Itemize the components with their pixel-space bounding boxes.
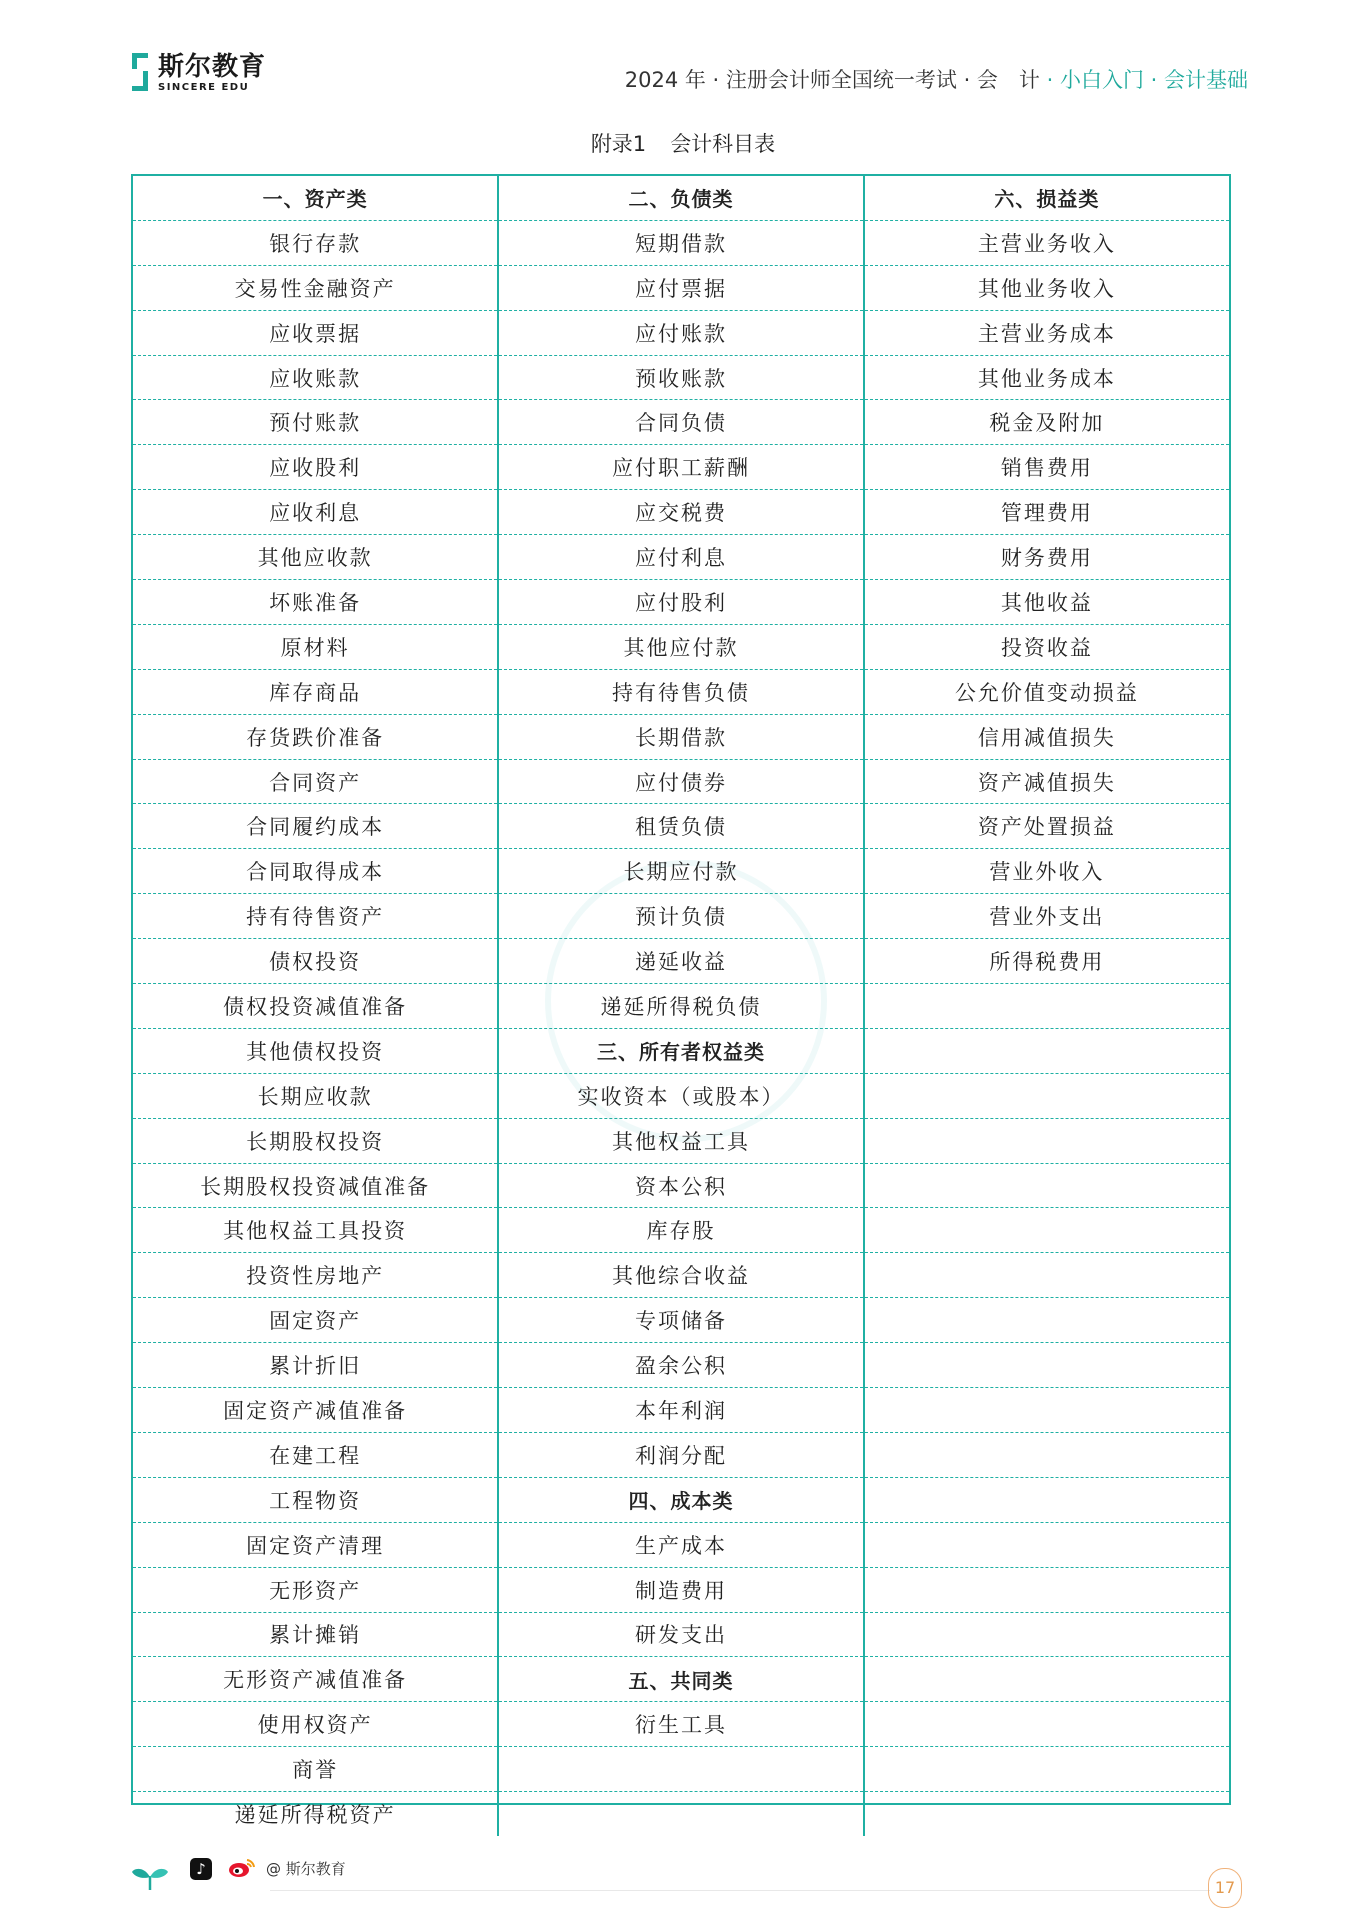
table-cell (864, 1298, 1229, 1343)
table-row (133, 176, 1229, 220)
appendix-label: 附录1 (590, 132, 647, 156)
exam-title-highlight: · 小白入门 · 会计基础 (1039, 68, 1248, 92)
table-cell: 原材料 (133, 624, 498, 669)
table-cell: 固定资产减值准备 (133, 1388, 498, 1433)
table-row (133, 490, 1229, 535)
table-cell (864, 1477, 1229, 1522)
table-cell: 三、所有者权益类 (498, 1028, 863, 1073)
table-cell: 递延收益 (498, 939, 863, 984)
table-cell: 公允价值变动损益 (864, 669, 1229, 714)
table-row (133, 849, 1229, 894)
table-row (133, 1792, 1229, 1836)
table-row (133, 624, 1229, 669)
table-cell: 其他权益工具投资 (133, 1208, 498, 1253)
table-cell: 预付账款 (133, 400, 498, 445)
table-cell: 应收股利 (133, 445, 498, 490)
table-cell: 其他应收款 (133, 535, 498, 580)
table-cell: 营业外支出 (864, 894, 1229, 939)
table-cell: 应付利息 (498, 535, 863, 580)
table-cell: 所得税费用 (864, 939, 1229, 984)
table-cell (864, 1567, 1229, 1612)
table-cell: 六、损益类 (864, 176, 1229, 220)
exam-title-main: 2024 年 · 注册会计师全国统一考试 · 会 计 (624, 68, 1040, 92)
table-cell: 在建工程 (133, 1432, 498, 1477)
table-cell: 生产成本 (498, 1522, 863, 1567)
table-cell: 其他债权投资 (133, 1028, 498, 1073)
table-cell (498, 1747, 863, 1792)
table-cell (864, 1163, 1229, 1208)
table-row (133, 984, 1229, 1029)
table-row (133, 1253, 1229, 1298)
table-cell: 其他权益工具 (498, 1118, 863, 1163)
table-cell: 合同负债 (498, 400, 863, 445)
table-cell: 一、资产类 (133, 176, 498, 220)
table-cell: 其他应付款 (498, 624, 863, 669)
table-cell: 应收票据 (133, 310, 498, 355)
table-cell: 坏账准备 (133, 580, 498, 625)
footer-divider (270, 1890, 1210, 1891)
page-header (0, 0, 1366, 110)
table-row (133, 265, 1229, 310)
table-cell: 合同履约成本 (133, 804, 498, 849)
table-row (133, 445, 1229, 490)
table-cell: 投资性房地产 (133, 1253, 498, 1298)
tiktok-icon: ♪ (190, 1858, 212, 1880)
table-row (133, 1522, 1229, 1567)
exam-title (625, 64, 1248, 94)
table-cell: 合同资产 (133, 759, 498, 804)
table-cell: 累计摊销 (133, 1612, 498, 1657)
table-cell: 长期股权投资减值准备 (133, 1163, 498, 1208)
table-row (133, 894, 1229, 939)
table-cell: 长期应付款 (498, 849, 863, 894)
table-row (133, 1343, 1229, 1388)
table-cell: 本年利润 (498, 1388, 863, 1433)
sprout-icon (130, 1862, 170, 1892)
table-cell (864, 1253, 1229, 1298)
table-cell: 累计折旧 (133, 1343, 498, 1388)
table-cell: 短期借款 (498, 220, 863, 265)
table-cell: 预计负债 (498, 894, 863, 939)
table-cell: 专项储备 (498, 1298, 863, 1343)
table-cell: 信用减值损失 (864, 714, 1229, 759)
table-cell: 库存股 (498, 1208, 863, 1253)
table-row (133, 1163, 1229, 1208)
table-cell: 制造费用 (498, 1567, 863, 1612)
table-cell: 财务费用 (864, 535, 1229, 580)
table-cell: 实收资本（或股本） (498, 1073, 863, 1118)
table-cell: 资产处置损益 (864, 804, 1229, 849)
table-cell (498, 1792, 863, 1836)
table-cell: 其他收益 (864, 580, 1229, 625)
table-cell: 递延所得税负债 (498, 984, 863, 1029)
table-cell: 研发支出 (498, 1612, 863, 1657)
table-cell: 应收账款 (133, 355, 498, 400)
table-row (133, 939, 1229, 984)
page-footer (0, 1840, 1366, 1930)
accounts-table (131, 174, 1231, 1827)
table-row (133, 580, 1229, 625)
table-row (133, 1208, 1229, 1253)
table-cell: 二、负债类 (498, 176, 863, 220)
table-row (133, 1073, 1229, 1118)
table-cell (864, 1657, 1229, 1702)
table-cell: 其他业务成本 (864, 355, 1229, 400)
table-cell (864, 1522, 1229, 1567)
table-row (133, 1388, 1229, 1433)
table-row (133, 1028, 1229, 1073)
table-cell: 应付票据 (498, 265, 863, 310)
table-cell: 利润分配 (498, 1432, 863, 1477)
table-row (133, 804, 1229, 849)
table-cell: 管理费用 (864, 490, 1229, 535)
table-cell: 无形资产减值准备 (133, 1657, 498, 1702)
table-cell (864, 1028, 1229, 1073)
table-cell (864, 984, 1229, 1029)
logo-english-name: SINCERE EDU (158, 81, 250, 93)
table-cell: 固定资产清理 (133, 1522, 498, 1567)
page-number: 17 (1208, 1868, 1242, 1908)
table-cell: 递延所得税资产 (133, 1792, 498, 1836)
table-cell: 持有待售资产 (133, 894, 498, 939)
table-cell: 应收利息 (133, 490, 498, 535)
table-cell (864, 1432, 1229, 1477)
table-cell: 固定资产 (133, 1298, 498, 1343)
table-cell (864, 1792, 1229, 1836)
table-cell: 税金及附加 (864, 400, 1229, 445)
table-cell: 长期应收款 (133, 1073, 498, 1118)
table-row (133, 310, 1229, 355)
table-cell: 使用权资产 (133, 1702, 498, 1747)
logo-chinese-name: 斯尔教育 (158, 51, 267, 82)
brand-logo (130, 52, 266, 94)
table-cell: 投资收益 (864, 624, 1229, 669)
table-title: 会计科目表 (670, 132, 776, 156)
table-cell: 应付职工薪酬 (498, 445, 863, 490)
table-row (133, 355, 1229, 400)
table-cell: 合同取得成本 (133, 849, 498, 894)
table-cell: 应付股利 (498, 580, 863, 625)
table-row (133, 1747, 1229, 1792)
table-cell (864, 1208, 1229, 1253)
table-row (133, 1118, 1229, 1163)
accounts-table-grid (133, 176, 1229, 1836)
table-row (133, 400, 1229, 445)
table-cell (864, 1388, 1229, 1433)
table-cell: 五、共同类 (498, 1657, 863, 1702)
table-cell: 存货跌价准备 (133, 714, 498, 759)
table-cell: 持有待售负债 (498, 669, 863, 714)
table-cell: 应交税费 (498, 490, 863, 535)
table-row (133, 1298, 1229, 1343)
table-cell: 工程物资 (133, 1477, 498, 1522)
social-handle: @ 斯尔教育 (266, 1860, 346, 1878)
table-cell: 其他业务收入 (864, 265, 1229, 310)
table-row (133, 669, 1229, 714)
table-cell: 应付债券 (498, 759, 863, 804)
table-cell (864, 1343, 1229, 1388)
table-row (133, 1432, 1229, 1477)
weibo-icon (227, 1856, 257, 1880)
table-cell: 资产减值损失 (864, 759, 1229, 804)
table-row (133, 220, 1229, 265)
table-cell: 应付账款 (498, 310, 863, 355)
table-cell (864, 1747, 1229, 1792)
table-cell: 营业外收入 (864, 849, 1229, 894)
table-row (133, 1567, 1229, 1612)
table-cell: 无形资产 (133, 1567, 498, 1612)
table-cell: 衍生工具 (498, 1702, 863, 1747)
table-row (133, 535, 1229, 580)
table-cell: 商誉 (133, 1747, 498, 1792)
page-title (0, 128, 1366, 158)
table-cell: 预收账款 (498, 355, 863, 400)
table-cell: 销售费用 (864, 445, 1229, 490)
table-cell: 长期股权投资 (133, 1118, 498, 1163)
table-row (133, 1657, 1229, 1702)
table-cell: 盈余公积 (498, 1343, 863, 1388)
table-cell (864, 1612, 1229, 1657)
table-cell: 债权投资 (133, 939, 498, 984)
table-cell: 资本公积 (498, 1163, 863, 1208)
table-row (133, 759, 1229, 804)
table-cell: 库存商品 (133, 669, 498, 714)
table-cell (864, 1118, 1229, 1163)
table-cell: 主营业务收入 (864, 220, 1229, 265)
table-cell (864, 1702, 1229, 1747)
table-cell (864, 1073, 1229, 1118)
table-row (133, 1612, 1229, 1657)
table-cell: 债权投资减值准备 (133, 984, 498, 1029)
table-cell: 长期借款 (498, 714, 863, 759)
table-cell: 交易性金融资产 (133, 265, 498, 310)
table-cell: 租赁负债 (498, 804, 863, 849)
table-row (133, 1702, 1229, 1747)
table-cell: 银行存款 (133, 220, 498, 265)
table-row (133, 714, 1229, 759)
table-cell: 四、成本类 (498, 1477, 863, 1522)
table-cell: 主营业务成本 (864, 310, 1229, 355)
logo-s-icon (130, 53, 152, 93)
table-row (133, 1477, 1229, 1522)
table-cell: 其他综合收益 (498, 1253, 863, 1298)
